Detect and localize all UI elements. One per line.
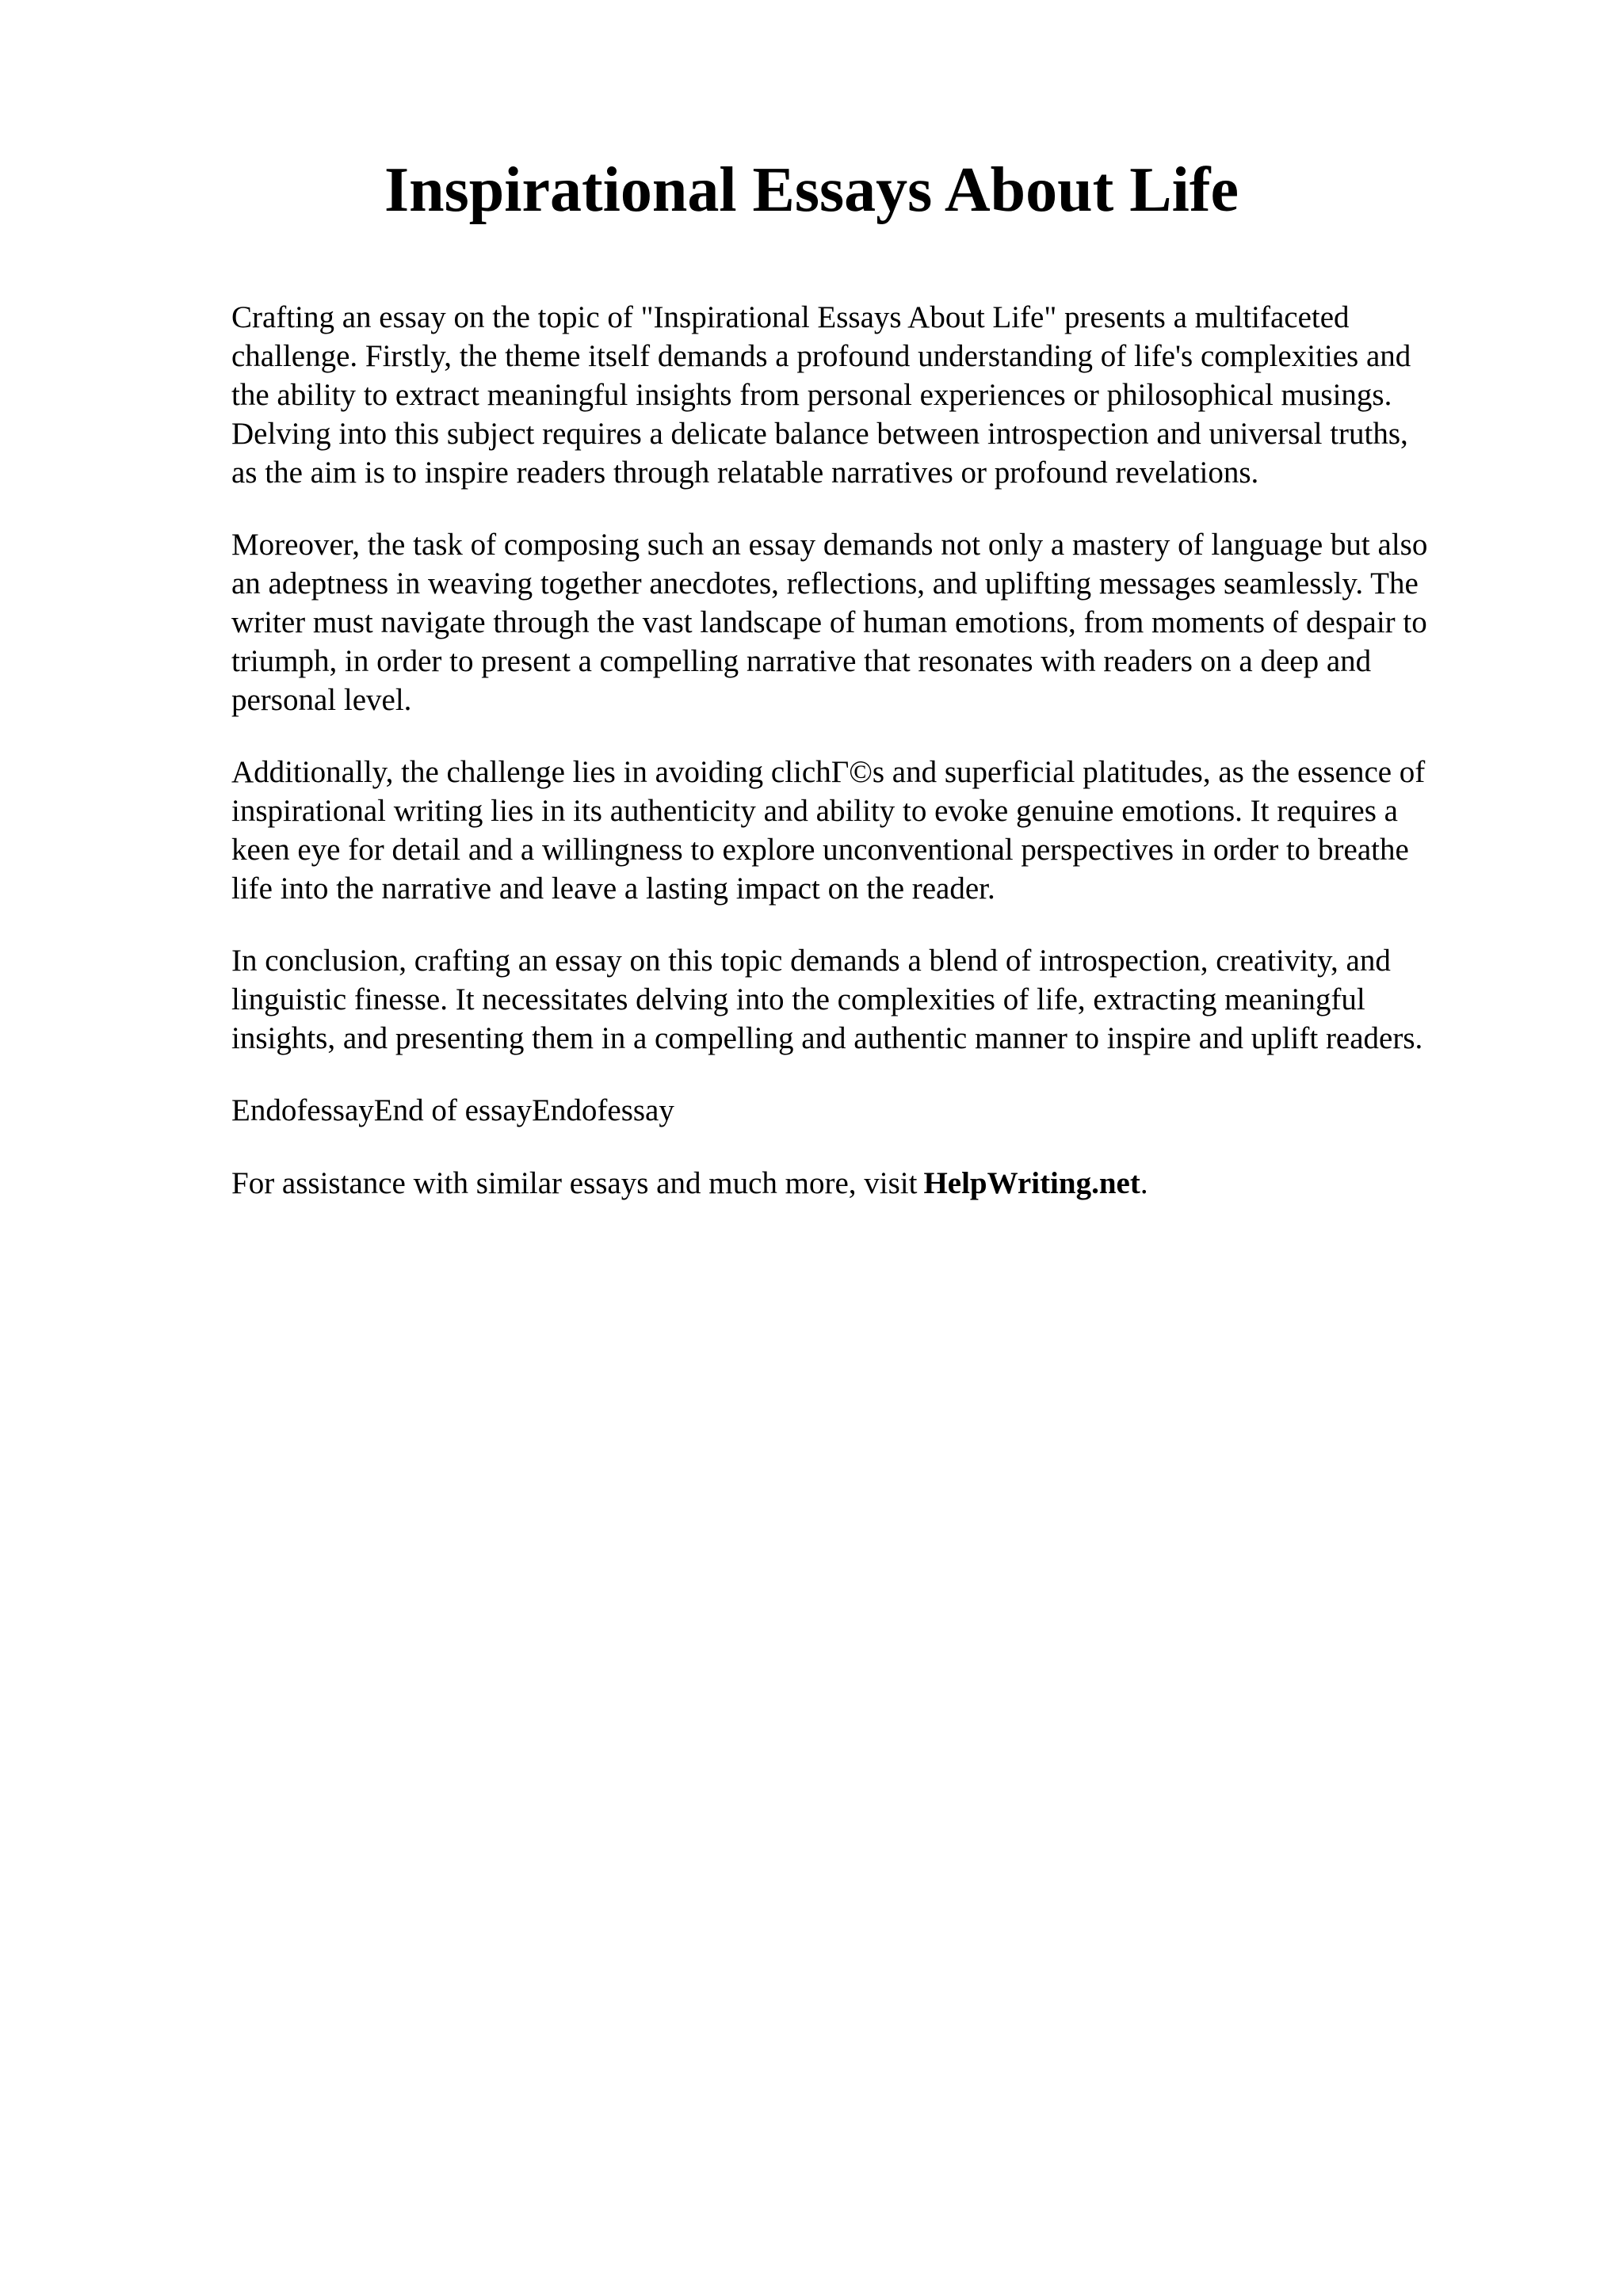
paragraph-1 <box>231 298 1515 492</box>
paragraph-3 <box>231 753 1515 908</box>
paragraph-2 <box>231 525 1515 719</box>
essay-body <box>231 298 1515 1203</box>
paragraph-line: life into the narrative and leave a lasting impact on the reader. <box>231 871 995 906</box>
paragraph-line: the ability to extract meaningful insights from personal experiences or philosophical musings. <box>231 378 1392 412</box>
paragraph-line: In conclusion, crafting an essay on this topic demands a blend of introspection, creativity, and <box>231 944 1391 978</box>
paragraph-line: challenge. Firstly, the theme itself demands a profound understanding of life's complexities and <box>231 339 1411 373</box>
paragraph-line: triumph, in order to present a compelling narrative that resonates with readers on a deep and <box>231 644 1372 678</box>
paragraph-line: Moreover, the task of composing such an essay demands not only a mastery of language but also <box>231 528 1428 562</box>
document-title: Inspirational Essays About Life <box>384 155 1239 225</box>
paragraph-4 <box>231 941 1515 1058</box>
paragraph-line: writer must navigate through the vast landscape of human emotions, from moments of despair to <box>231 605 1427 639</box>
end-of-essay-marker: EndofessayEnd of essayEndofessay <box>231 1093 674 1127</box>
paragraph-line: inspirational writing lies in its authenticity and ability to evoke genuine emotions. It requires a <box>231 794 1398 828</box>
footer-note <box>231 1164 1515 1203</box>
paragraph-line: Delving into this subject requires a delicate balance between introspection and universal truths, <box>231 417 1408 451</box>
paragraph-line: personal level. <box>231 683 412 717</box>
paragraph-line: linguistic finesse. It necessitates delving into the complexities of life, extracting meaningful <box>231 982 1365 1016</box>
paragraph-line: an adeptness in weaving together anecdotes, reflections, and uplifting messages seamlessly. The <box>231 566 1419 601</box>
footer-prefix: For assistance with similar essays and much more, visit <box>231 1166 918 1200</box>
footer-suffix: . <box>1140 1166 1148 1200</box>
paragraph-line: keen eye for detail and a willingness to explore unconventional perspectives in order to breathe <box>231 833 1409 867</box>
paragraph-line: as the aim is to inspire readers through relatable narratives or profound revelations. <box>231 456 1259 490</box>
paragraph-line: Crafting an essay on the topic of "Inspirational Essays About Life" presents a multifaceted <box>231 300 1350 334</box>
paragraph-line: insights, and presenting them in a compelling and authentic manner to inspire and uplift readers. <box>231 1021 1423 1055</box>
helpwriting-link[interactable]: HelpWriting.net <box>923 1166 1140 1200</box>
paragraph-line: Additionally, the challenge lies in avoiding clichΓ©s and superficial platitudes, as the essence of <box>231 755 1426 789</box>
